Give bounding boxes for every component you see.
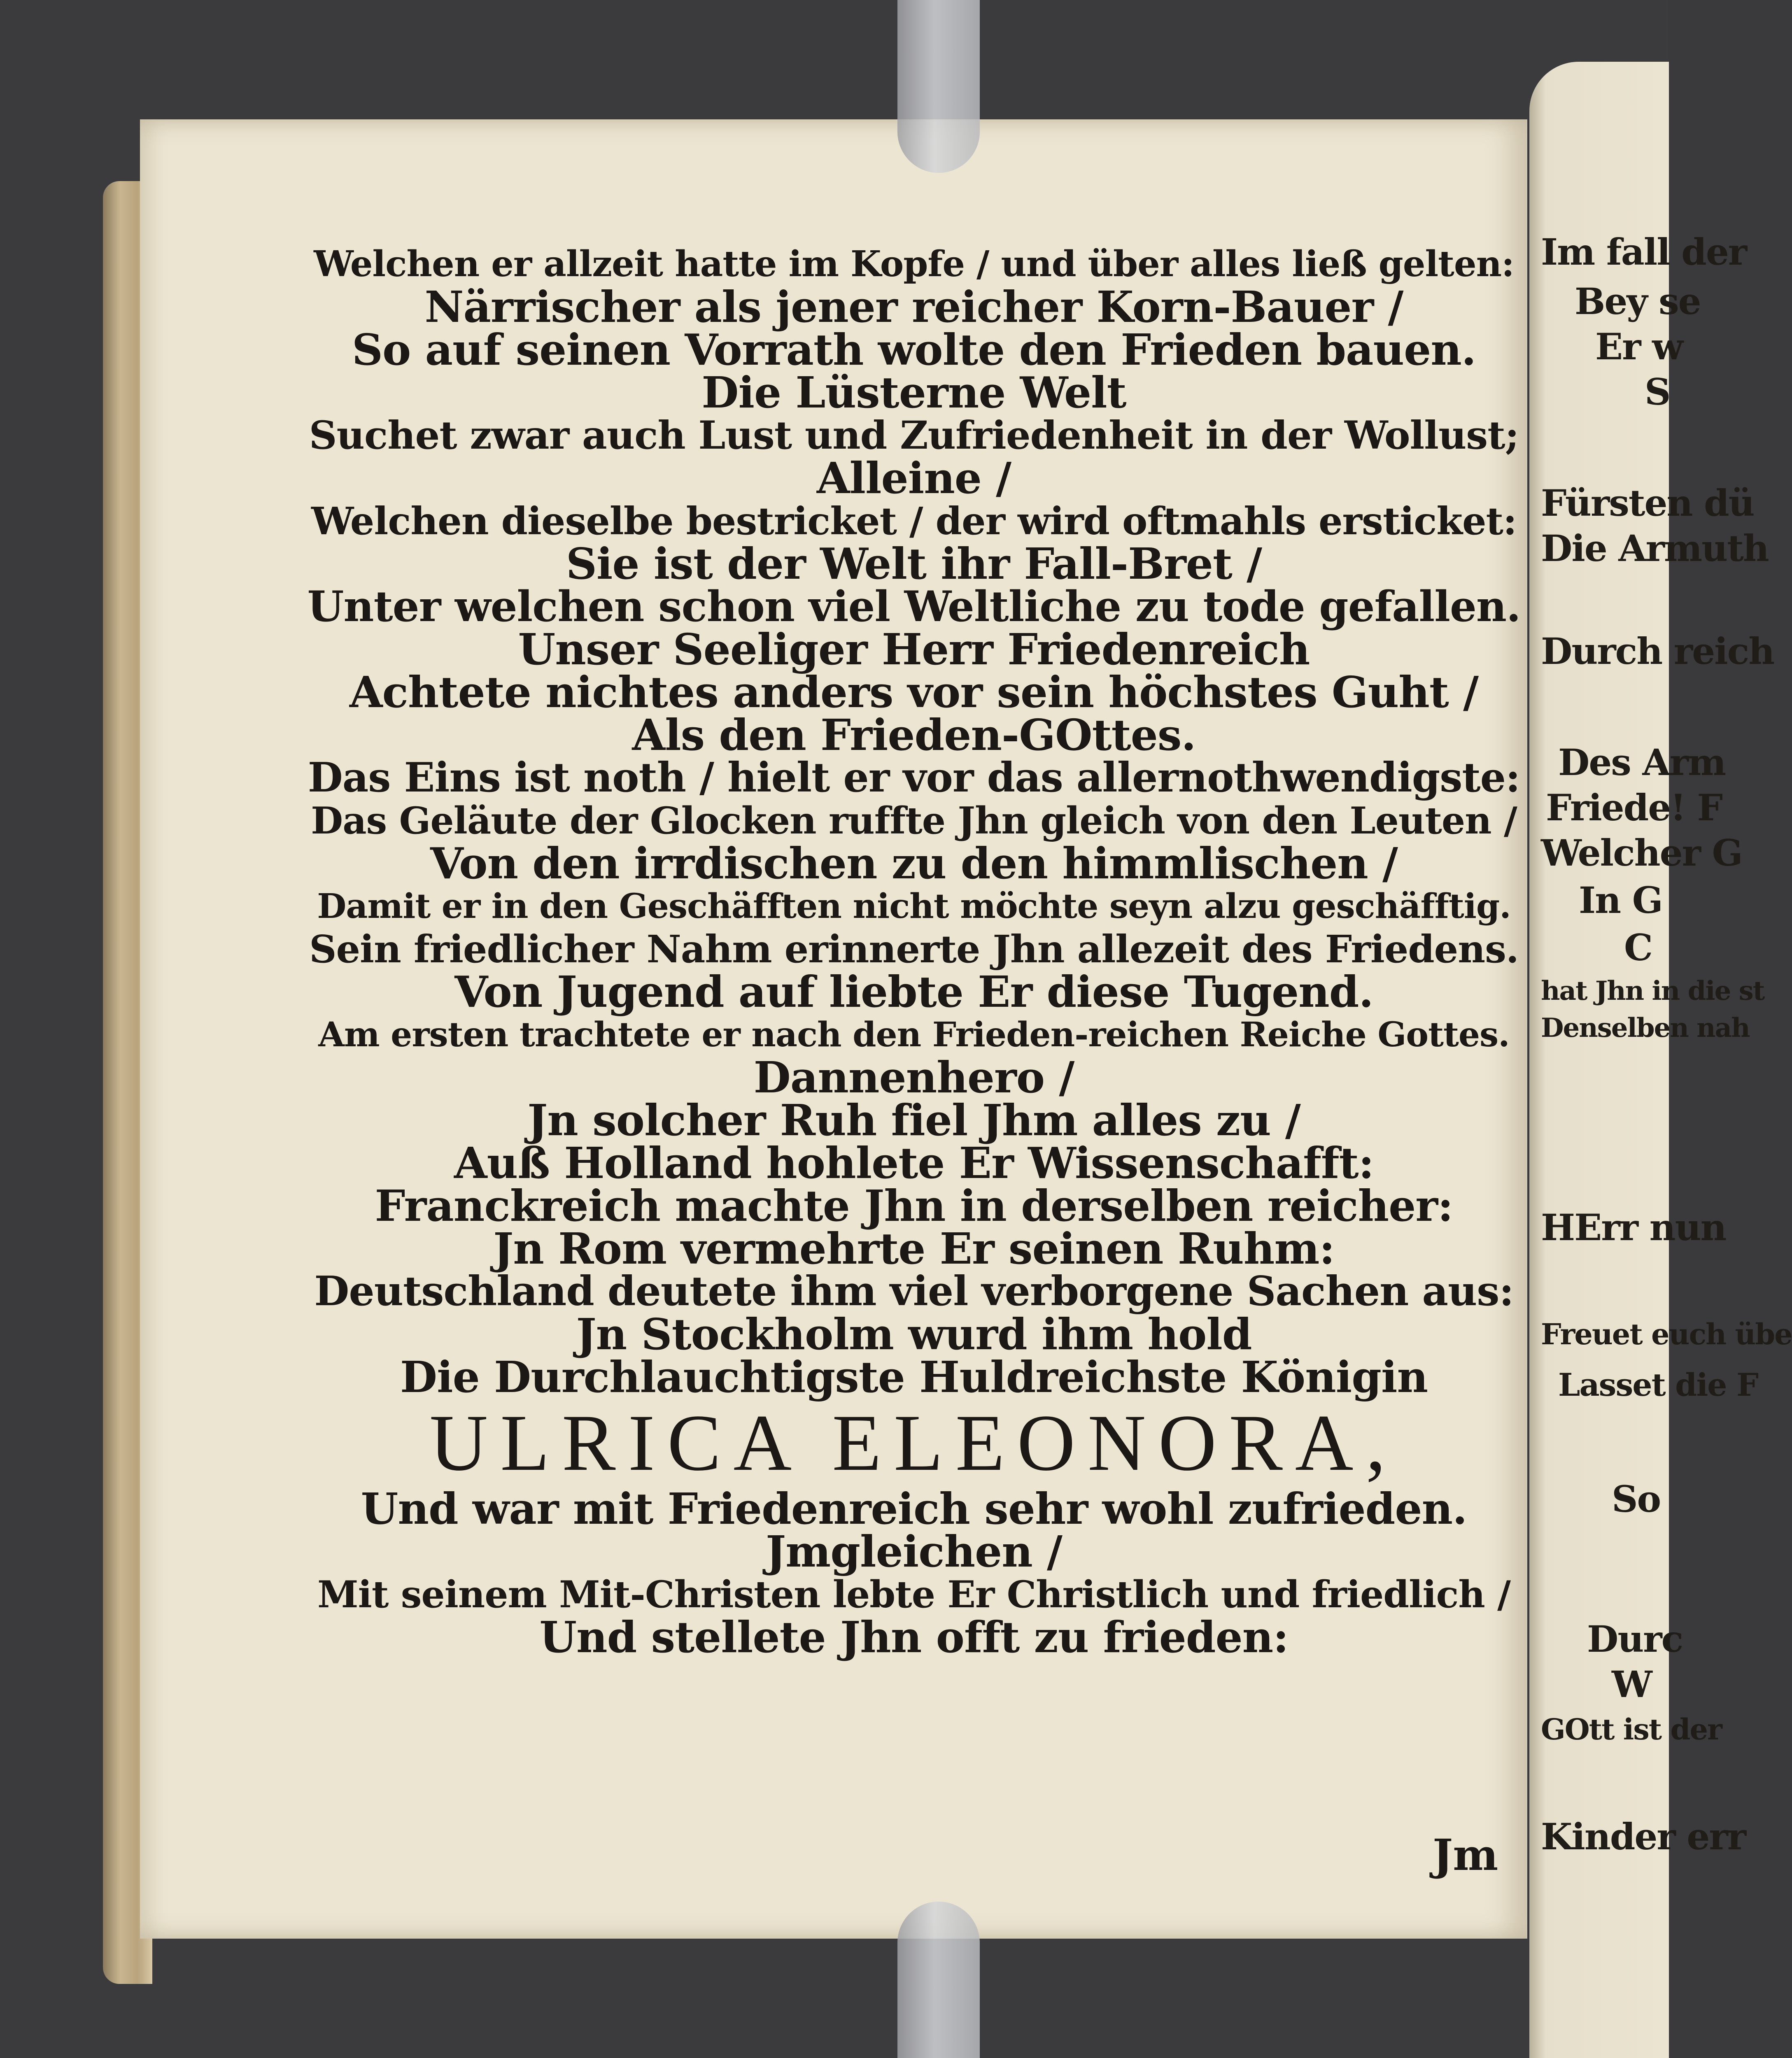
- queen-name-line: ULRICA ELEONORA,: [429, 1398, 1398, 1488]
- text-line: Mit seinem Mit-Christen lebte Er Christlich und friedlich /: [317, 1573, 1510, 1616]
- text-line: So auf seinen Vorrath wolte den Frieden bauen.: [352, 324, 1476, 375]
- facing-line: So: [1612, 1478, 1661, 1520]
- facing-line: Des Arm: [1558, 741, 1726, 784]
- text-line: Sie ist der Welt ihr Fall-Bret /: [566, 538, 1262, 589]
- facing-line: S: [1645, 370, 1670, 413]
- text-line: Dannenhero /: [753, 1052, 1074, 1103]
- text-line: Unter welchen schon viel Weltliche zu tode gefallen.: [307, 582, 1521, 631]
- facing-line: hat Jhn in die st: [1541, 975, 1764, 1006]
- facing-line: C: [1624, 926, 1652, 969]
- text-line: Jn Rom vermehrte Er seinen Ruhm:: [493, 1223, 1335, 1274]
- facing-line: Friede! F: [1546, 786, 1722, 829]
- text-line: Das Eins ist noth / hielt er vor das allernothwendigste:: [308, 754, 1520, 801]
- page-holder-clip-bottom: [897, 1902, 980, 2058]
- facing-line: Bey se: [1575, 280, 1701, 323]
- facing-line: GOtt ist der: [1541, 1712, 1722, 1746]
- text-line: Franckreich machte Jhn in derselben reicher:: [375, 1180, 1453, 1231]
- text-line: Alleine /: [816, 453, 1011, 503]
- text-line: Auß Holland hohlete Er Wissenschafft:: [454, 1138, 1374, 1188]
- text-line: Am ersten trachtete er nach den Frieden-reichen Reiche Gottes.: [318, 1015, 1510, 1055]
- facing-line: Er w: [1595, 325, 1682, 368]
- facing-line: W: [1612, 1663, 1652, 1706]
- text-line: Und war mit Friedenreich sehr wohl zufrieden.: [361, 1483, 1467, 1534]
- text-line: Die Lüsterne Welt: [701, 367, 1126, 418]
- page-holder-clip-top: [897, 0, 980, 173]
- facing-page: [1529, 62, 1792, 2058]
- text-line: Närrischer als jener reicher Korn-Bauer /: [424, 282, 1403, 332]
- facing-line: Welcher G: [1541, 831, 1742, 874]
- facing-line: Durc: [1587, 1618, 1683, 1660]
- text-line: Von den irrdischen zu den himmlischen /: [430, 838, 1398, 889]
- text-line: Suchet zwar auch Lust und Zufriedenheit in der Wollust;: [309, 413, 1519, 458]
- text-line: Deutschland deutete ihm viel verborgene Sachen aus:: [314, 1268, 1514, 1315]
- text-line: Achtete nichtes anders vor sein höchstes Guht /: [349, 667, 1479, 717]
- catchword: Jm: [1433, 1830, 1498, 1880]
- facing-line: Fürsten dü: [1541, 482, 1754, 524]
- facing-line: Durch reich: [1541, 630, 1774, 673]
- text-line: Jmgleichen /: [765, 1526, 1063, 1577]
- text-line: Welchen er allzeit hatte im Kopfe / und über alles ließ gelten:: [314, 243, 1514, 285]
- text-line: Damit er in den Geschäfften nicht möchte seyn alzu geschäfftig.: [317, 887, 1511, 926]
- facing-line: Die Armuth: [1541, 527, 1769, 570]
- facing-line: Kinder err: [1541, 1815, 1746, 1858]
- text-line: Als den Frieden-GOttes.: [632, 710, 1196, 760]
- text-line: Und stellete Jhn offt zu frieden:: [539, 1612, 1289, 1662]
- facing-line: Denselben nah: [1541, 1013, 1750, 1043]
- text-line: Welchen dieselbe bestricket / der wird oftmahls ersticket:: [311, 499, 1517, 543]
- facing-line: HErr nun: [1541, 1206, 1726, 1249]
- facing-line: Freuet euch übe: [1541, 1317, 1792, 1351]
- text-line: Unser Seeliger Herr Friedenreich: [518, 624, 1310, 675]
- text-line: Jn Stockholm wurd ihm hold: [576, 1309, 1252, 1360]
- text-line: Die Durchlauchtigste Huldreichste Königin: [400, 1352, 1428, 1402]
- text-line: Das Geläute der Glocken ruffte Jhn gleich von den Leuten /: [311, 799, 1517, 843]
- text-line: Von Jugend auf liebte Er diese Tugend.: [454, 966, 1373, 1017]
- facing-line: Im fall der: [1541, 230, 1747, 273]
- facing-line: In G: [1579, 879, 1662, 922]
- facing-line: Lasset die F: [1558, 1367, 1758, 1403]
- main-text-block: [305, 243, 1523, 1662]
- text-line: Sein friedlicher Nahm erinnerte Jhn allezeit des Friedens.: [309, 927, 1519, 971]
- text-line: Jn solcher Ruh fiel Jhm alles zu /: [527, 1095, 1300, 1145]
